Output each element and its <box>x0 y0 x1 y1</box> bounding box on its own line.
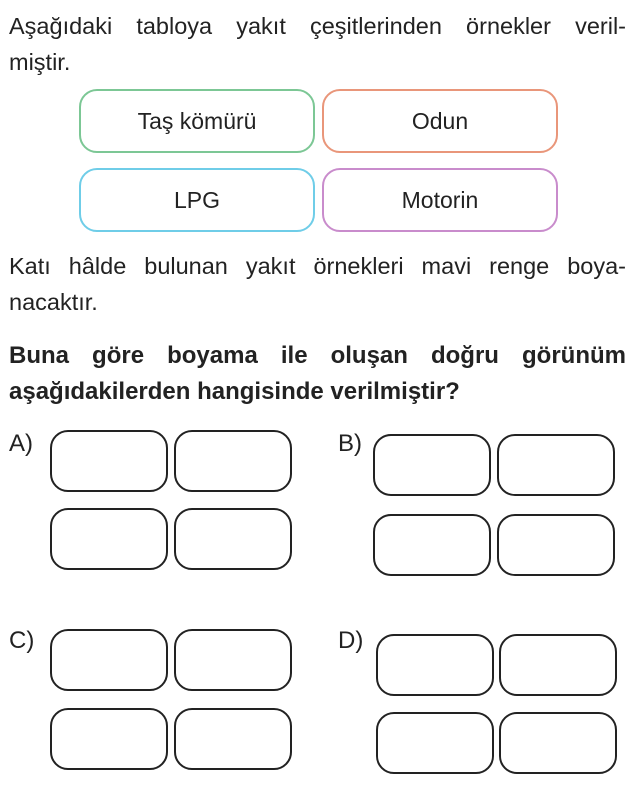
intro-text <box>9 8 626 80</box>
option-a-box-4 <box>174 508 292 570</box>
option-c-box-4 <box>174 708 292 770</box>
option-b-box-4 <box>497 514 615 576</box>
question-line-2: aşağıdakilerden hangisinde verilmiştir? <box>9 378 460 405</box>
fuel-box-tas-komuru <box>79 89 315 153</box>
description-text <box>9 248 626 320</box>
fuel-box-motorin <box>322 168 558 232</box>
question-text <box>9 338 626 410</box>
option-d-box-2 <box>499 634 617 696</box>
intro-line-1: Aşağıdaki tabloya yakıt çeşitlerinden örnekler veril- <box>9 13 626 39</box>
option-c-box-2 <box>174 629 292 691</box>
fuel-box-odun <box>322 89 558 153</box>
intro-line-2: miştir. <box>9 49 71 75</box>
option-c-box-3 <box>50 708 168 770</box>
option-a-box-2 <box>174 430 292 492</box>
option-a-label: A) <box>9 430 33 457</box>
option-d-box-4 <box>499 712 617 774</box>
option-d-box-3 <box>376 712 494 774</box>
option-c-box-1 <box>50 629 168 691</box>
fuel-label: Taş kömürü <box>137 107 257 134</box>
option-a-box-3 <box>50 508 168 570</box>
fuel-label: LPG <box>173 186 221 213</box>
option-a-box-1 <box>50 430 168 492</box>
description-line-2: nacaktır. <box>9 289 98 315</box>
option-b-box-3 <box>373 514 491 576</box>
fuel-label: Motorin <box>401 186 479 213</box>
option-c-label: C) <box>9 627 35 654</box>
fuel-box-lpg <box>79 168 315 232</box>
option-b-label: B) <box>338 430 362 457</box>
fuel-label: Odun <box>411 107 469 134</box>
question-line-1: Buna göre boyama ile oluşan doğru görünüm <box>9 342 626 369</box>
description-line-1: Katı hâlde bulunan yakıt örnekleri mavi renge boya- <box>9 253 626 279</box>
option-d-label: D) <box>338 627 364 654</box>
option-b-box-1 <box>373 434 491 496</box>
option-d-box-1 <box>376 634 494 696</box>
option-b-box-2 <box>497 434 615 496</box>
